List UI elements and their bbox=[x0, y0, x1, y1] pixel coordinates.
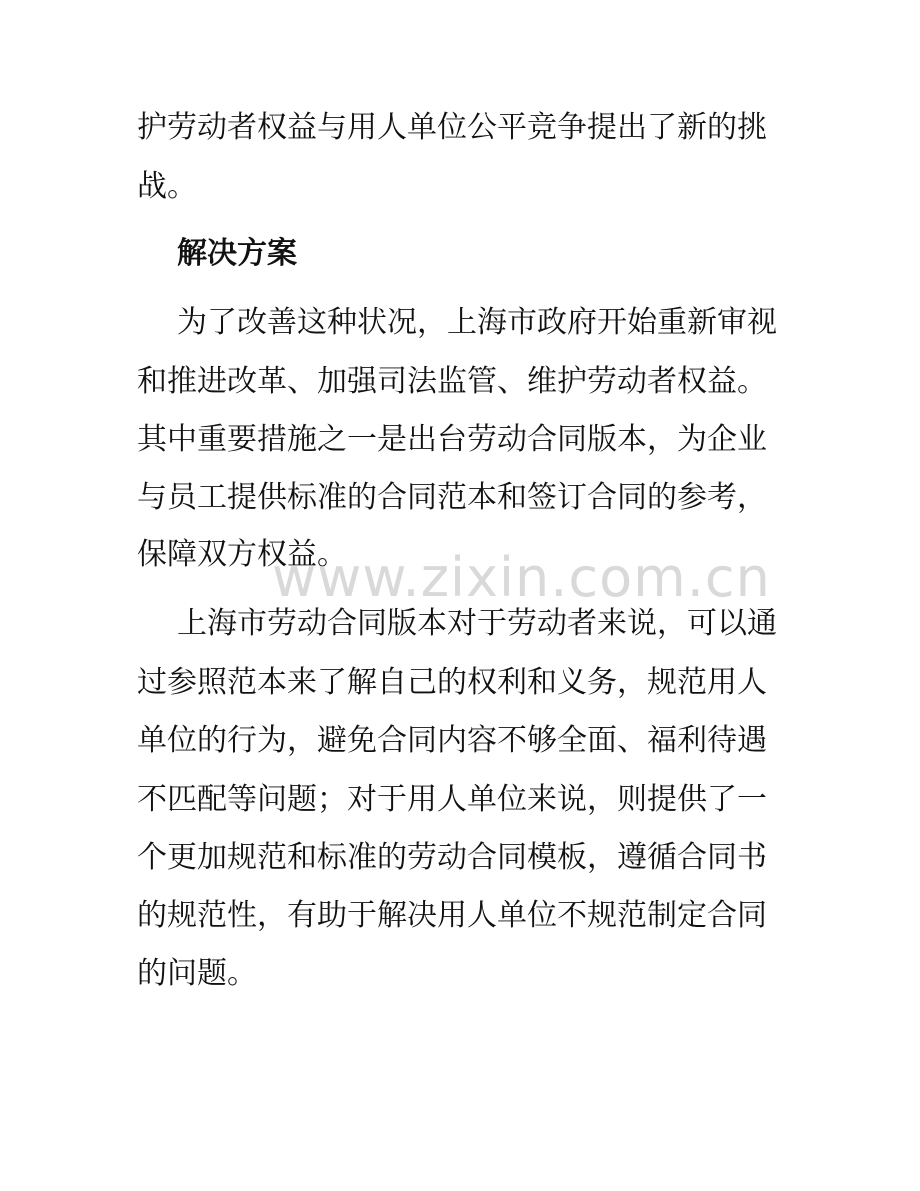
section-heading: 解决方案 bbox=[177, 236, 297, 271]
paragraph-2-line-5: 保障双方权益。 bbox=[137, 537, 347, 572]
paragraph-2-line-3: 其中重要措施之一是出台劳动合同版本，为企业 bbox=[137, 422, 767, 457]
paragraph-2-line-4: 与员工提供标准的合同范本和签订合同的参考， bbox=[137, 480, 767, 515]
paragraph-3-line-6: 的规范性，有助于解决用人单位不规范制定合同 bbox=[137, 898, 767, 933]
paragraph-2-line-1: 为了改善这种状况，上海市政府开始重新审视 bbox=[177, 305, 777, 340]
paragraph-3-line-7: 的问题。 bbox=[137, 956, 257, 991]
paragraph-3-line-4: 不匹配等问题；对于用人单位来说，则提供了一 bbox=[137, 782, 767, 817]
watermark: www.zixin.com.cn bbox=[272, 546, 771, 609]
paragraph-3-line-2: 过参照范本来了解自己的权利和义务，规范用人 bbox=[137, 665, 767, 700]
paragraph-1-line-1: 护劳动者权益与用人单位公平竞争提出了新的挑 bbox=[137, 110, 767, 145]
paragraph-2-line-2: 和推进改革、加强司法监管、维护劳动者权益。 bbox=[137, 364, 767, 399]
paragraph-3-line-1: 上海市劳动合同版本对于劳动者来说，可以通 bbox=[177, 606, 777, 641]
paragraph-3-line-5: 个更加规范和标准的劳动合同模板，遵循合同书 bbox=[137, 840, 767, 875]
paragraph-3-line-3: 单位的行为，避免合同内容不够全面、福利待遇 bbox=[137, 723, 767, 758]
paragraph-1-line-2: 战。 bbox=[137, 169, 197, 204]
